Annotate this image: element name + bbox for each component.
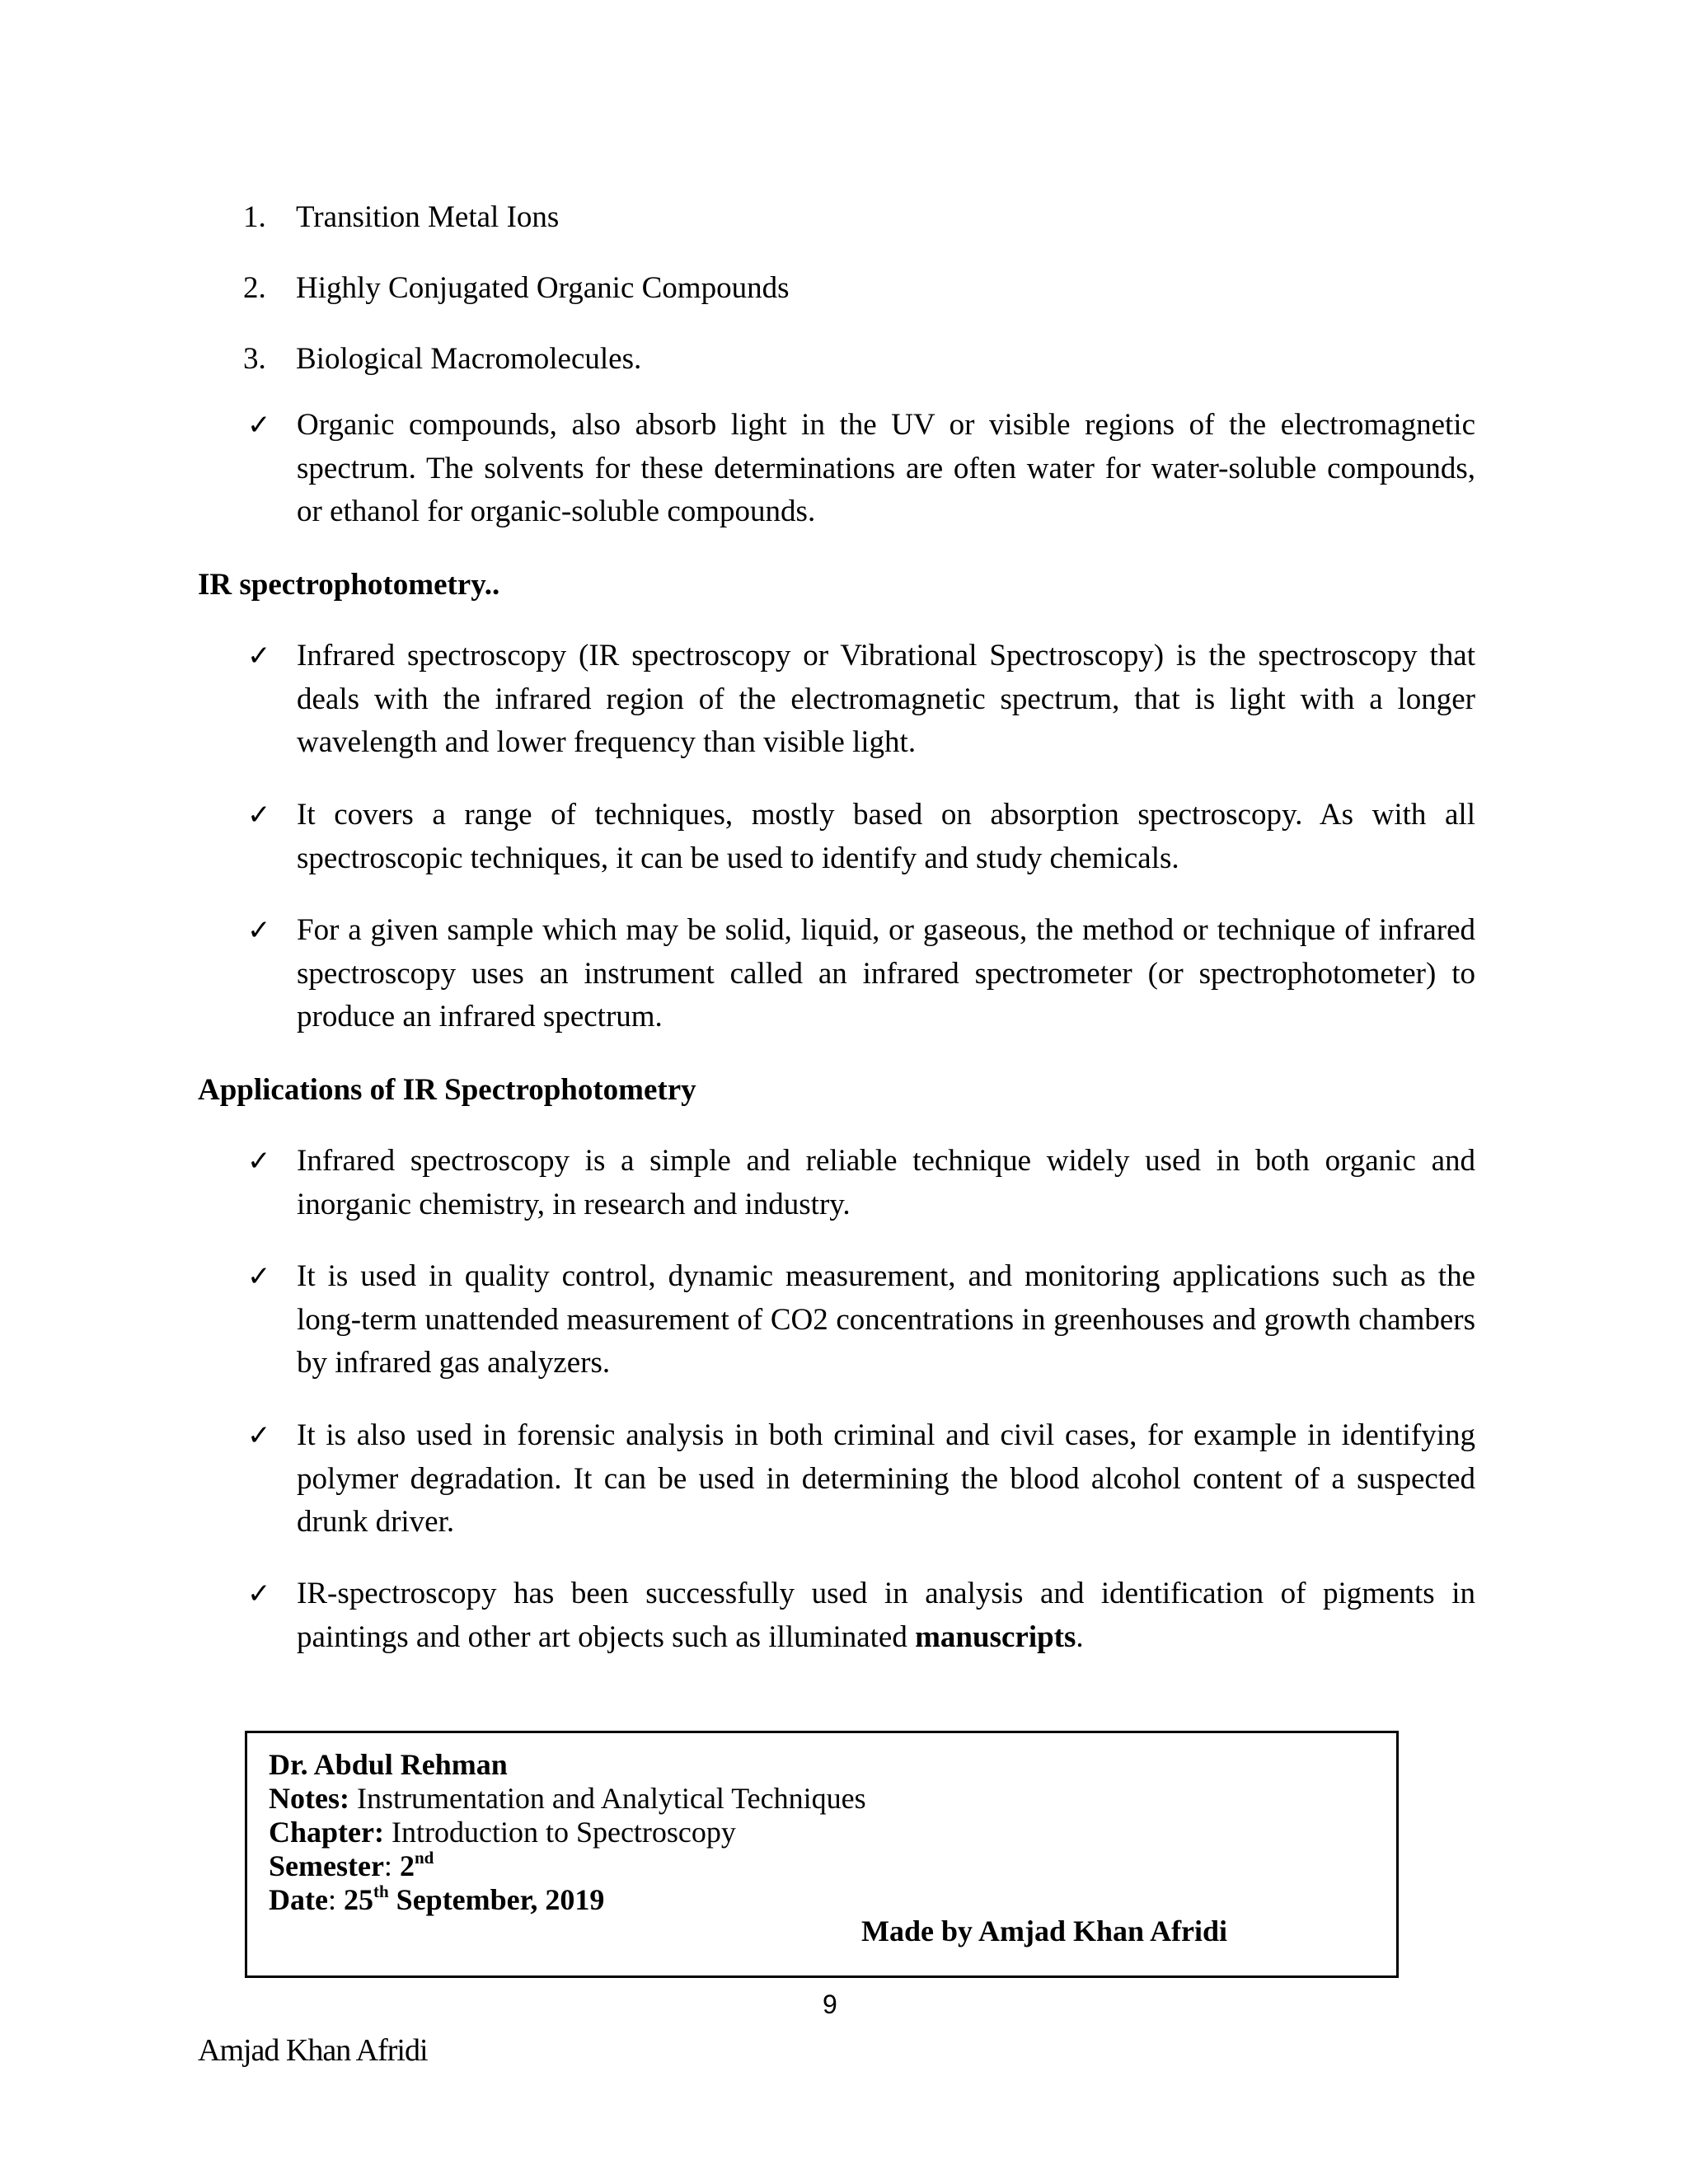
checkmark-icon: ✓: [247, 1577, 271, 1610]
bullet-ir-sample: [247, 909, 1475, 1039]
list-item: 1. Transition Metal Ions: [243, 200, 560, 234]
bullet-text: Organic compounds, also absorb light in the UV or visible regions of the electromagnetic spectrum. The solvents for these determinations are often water for water-soluble compounds, or ethanol for organic-soluble compounds.: [297, 408, 1475, 528]
bullet-text: It is used in quality control, dynamic measurement, and monitoring applications such as the long-term unattended measurement of CO2 concentrations in greenhouses and growth chambers by infrared gas analyzers.: [297, 1259, 1475, 1380]
bullet-text: IR-spectroscopy has been successfully used in analysis and identification of pigments in paintings and other art objects such as illuminated manuscripts.: [297, 1577, 1475, 1654]
checkmark-icon: ✓: [247, 640, 271, 673]
info-author: Dr. Abdul Rehman: [269, 1748, 508, 1781]
bullet-organic-compounds: [247, 404, 1475, 534]
bullet-app-pigments: [247, 1572, 1475, 1659]
checkmark-icon: ✓: [247, 914, 271, 947]
info-box: [245, 1731, 1399, 1978]
bullet-app-forensic: [247, 1414, 1475, 1544]
footer-author: Amjad Khan Afridi: [198, 2033, 428, 2068]
info-chapter: Chapter: Introduction to Spectroscopy: [269, 1816, 736, 1849]
checkmark-icon: ✓: [247, 1145, 271, 1178]
bullet-text: It is also used in forensic analysis in both criminal and civil cases, for example in identifying polymer degradation. It can be used in determining the blood alcohol content of a suspected drunk driver.: [297, 1418, 1475, 1539]
numbered-list: [243, 196, 1479, 409]
bold-term: manuscripts: [915, 1619, 1076, 1654]
applications-heading: Applications of IR Spectrophotometry: [198, 1073, 696, 1107]
made-by: Made by Amjad Khan Afridi: [861, 1915, 1228, 1947]
bullet-text: For a given sample which may be solid, liquid, or gaseous, the method or technique of infrared spectroscopy uses an instrument called an infrared spectrometer (or spectrophotometer) to produce an infrared spectrum.: [297, 913, 1475, 1033]
page-number: 9: [823, 1990, 837, 2019]
bullet-ir-definition: [247, 635, 1475, 765]
info-semester: Semester: 2nd: [269, 1848, 434, 1882]
info-date: Date: 25th September, 2019: [269, 1882, 605, 1916]
info-notes: Notes: Instrumentation and Analytical Techniques: [269, 1782, 866, 1815]
ir-heading: IR spectrophotometry..: [198, 568, 500, 602]
checkmark-icon: ✓: [247, 799, 271, 832]
list-item: 2. Highly Conjugated Organic Compounds: [243, 271, 790, 305]
bullet-text: Infrared spectroscopy (IR spectroscopy or Vibrational Spectroscopy) is the spectroscopy that deals with the infrared region of the electromagnetic spectrum, that is light with a longer wavelength and lower frequency than visible light.: [297, 639, 1475, 759]
bullet-app-simple: [247, 1140, 1475, 1226]
checkmark-icon: ✓: [247, 1260, 271, 1293]
bullet-app-quality: [247, 1255, 1475, 1385]
bullet-ir-techniques: [247, 794, 1475, 880]
checkmark-icon: ✓: [247, 1419, 271, 1452]
bullet-text: Infrared spectroscopy is a simple and reliable technique widely used in both organic and inorganic chemistry, in research and industry.: [297, 1144, 1475, 1221]
checkmark-icon: ✓: [247, 409, 271, 442]
bullet-text: It covers a range of techniques, mostly based on absorption spectroscopy. As with all spectroscopic techniques, it can be used to identify and study chemicals.: [297, 798, 1475, 875]
list-item: 3. Biological Macromolecules.: [243, 342, 642, 376]
